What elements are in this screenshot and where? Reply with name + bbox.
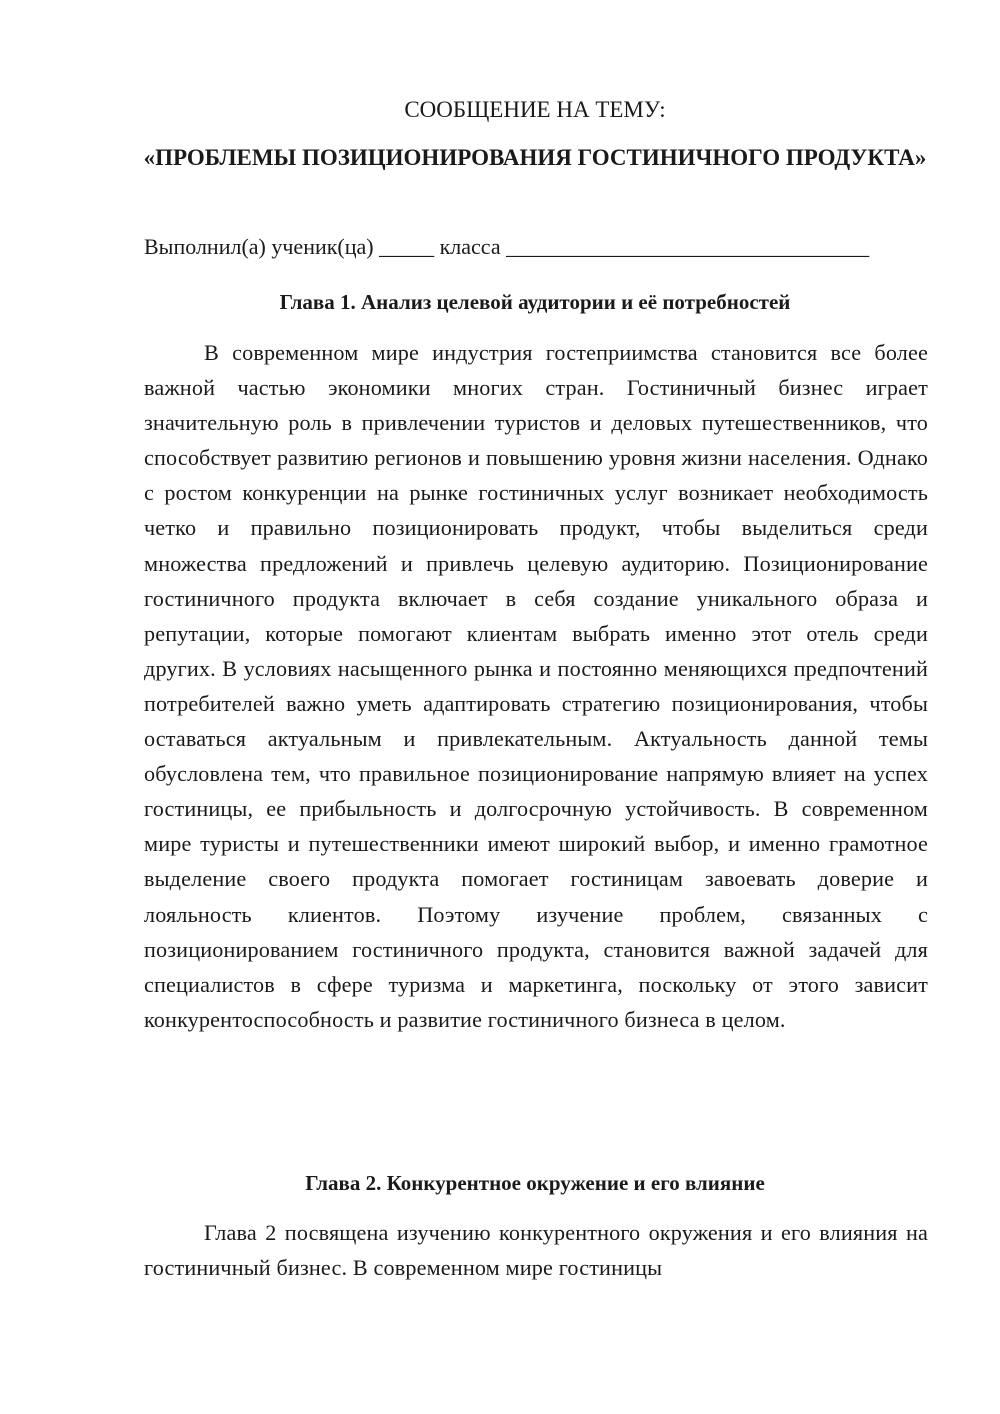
document-title: «ПРОБЛЕМЫ ПОЗИЦИОНИРОВАНИЯ ГОСТИНИЧНОГО ПРОДУКТА»: [143, 145, 927, 170]
chapter-2-paragraph: Глава 2 посвящена изучению конкурентного окружения и его влияния на гостиничный бизнес. В современном мире гостиницы: [144, 1220, 928, 1281]
document-subtitle: СООБЩЕНИЕ НА ТЕМУ:: [404, 97, 666, 122]
chapter-2-heading: Глава 2. Конкурентное окружение и его влияние: [305, 1171, 765, 1195]
chapter-1-paragraph: В современном мире индустрия гостеприимства становится все более важной частью экономики многих стран. Гостиничный бизнес играет значительную роль в привлечении туристов и деловых путешественников, что способствует развитию регионов и повышению уровня жизни населения. Однако с ростом конкуренции на рынке гостиничных услуг возникает необходимость четко и правильно позиционировать продукт, чтобы выделиться среди множества предложений и привлечь целевую аудиторию. Позиционирование гостиничного продукта включает в себя создание уникального образа и репутации, которые помогают клиентам выбрать именно этот отель среди других. В условиях насыщенного рынка и постоянно меняющихся предпочтений потребителей важно уметь адаптировать стратегию позиционирования, чтобы оставаться актуальным и привлекательным. Актуальность данной темы обусловлена тем, что правильное позиционирование напрямую влияет на успех гостиницы, ее прибыльность и долгосрочную устойчивость. В современном мире туристы и путешественники имеют широкий выбор, и именно грамотное выделение своего продукта помогает гостиницам завоевать доверие и лояльность клиентов. Поэтому изучение проблем, связанных с позиционированием гостиничного продукта, становится важной задачей для специалистов в сфере туризма и маркетинга, поскольку от этого зависит конкурентоспособность и развитие гостиничного бизнеса в целом.: [144, 340, 928, 1032]
chapter-1-heading: Глава 1. Анализ целевой аудитории и её потребностей: [279, 290, 791, 314]
author-byline: Выполнил(а) ученик(ца) _____ класса _________________________________: [144, 234, 870, 259]
